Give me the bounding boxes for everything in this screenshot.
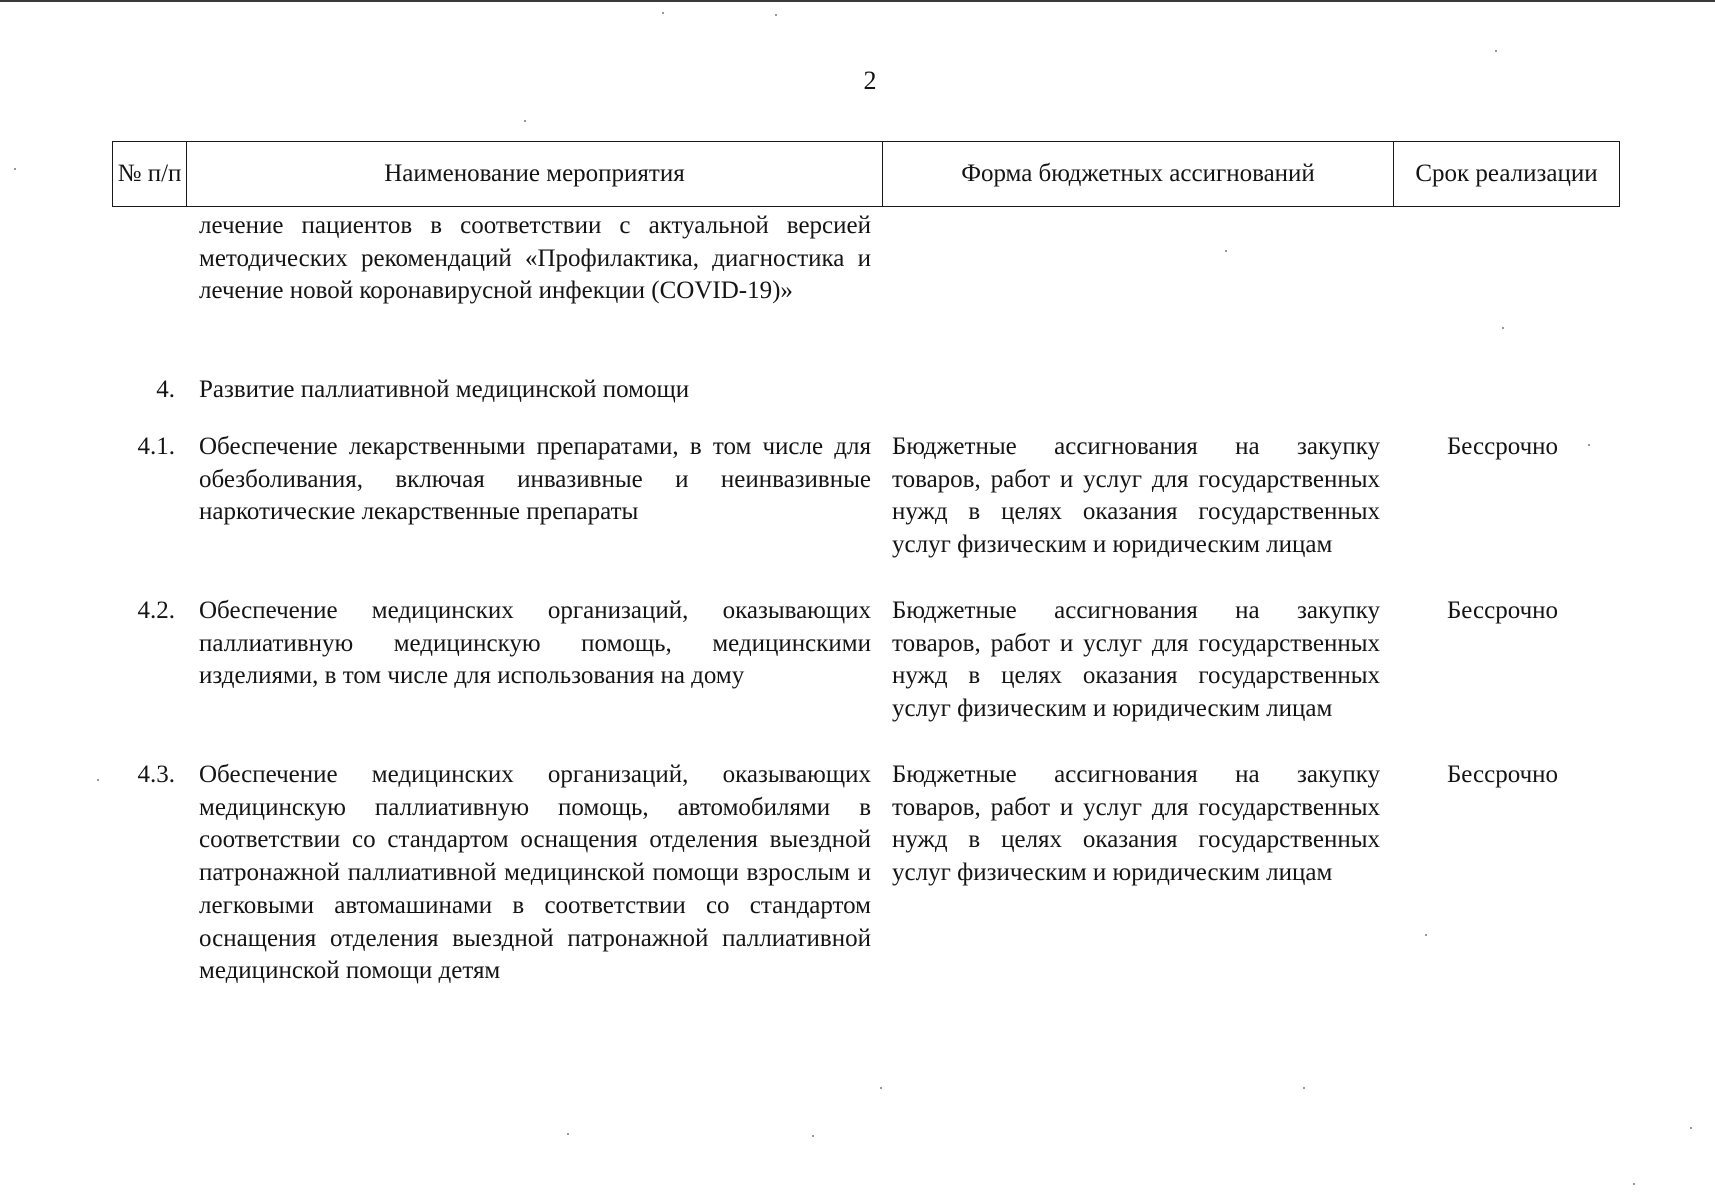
row-form: Бюджетные ассигнования на закупку товаров, работ и услуг для государственных нужд в целях оказания государственных услуг физическим и юридическим лицам: [892, 433, 1380, 559]
scan-speck: [1495, 50, 1497, 52]
header-col-term: Срок реализации: [1394, 142, 1620, 207]
row-name: Обеспечение лекарственными препаратами, в том числе для обезболивания, включая инвазивные и неинвазивные наркотические лекарственные препараты: [199, 433, 871, 526]
row-term: Бессрочно: [1446, 761, 1559, 788]
scan-speck: [1690, 1127, 1692, 1129]
scan-speck: [812, 1135, 814, 1137]
row-name: Обеспечение медицинских организаций, оказывающих паллиативную медицинскую помощь, медицинскими изделиями, в том числе для использования на дому: [199, 597, 871, 690]
scan-speck: [97, 779, 99, 781]
scan-speck: [524, 120, 526, 122]
scan-speck: [880, 1087, 882, 1089]
row-form: Бюджетные ассигнования на закупку товаров, работ и услуг для государственных нужд в целях оказания государственных услуг физическим и юридическим лицам: [892, 597, 1380, 723]
scan-speck: [775, 14, 777, 16]
row-number: 4.2.: [137, 597, 175, 624]
scan-speck: [14, 168, 16, 170]
section-title: Развитие паллиативной медицинской помощи: [199, 376, 690, 403]
scan-speck: [1588, 444, 1590, 446]
table-header: [112, 141, 1620, 207]
header-col-name: Наименование мероприятия: [187, 142, 883, 207]
header-col-number: № п/п: [113, 142, 187, 207]
section-number: 4.: [156, 376, 175, 403]
header-col-form: Форма бюджетных ассигнований: [883, 142, 1394, 207]
scan-speck: [1303, 1087, 1305, 1089]
scan-speck: [662, 12, 664, 14]
row-number: 4.3.: [137, 761, 175, 788]
scan-speck: [1225, 250, 1227, 252]
row-number: 4.1.: [137, 433, 175, 460]
scan-speck: [1425, 934, 1427, 936]
scan-speck: [1633, 1183, 1635, 1185]
row-term: Бессрочно: [1446, 433, 1559, 460]
scan-speck: [567, 1133, 569, 1135]
scan-speck: [1502, 327, 1504, 329]
row-form: Бюджетные ассигнования на закупку товаров, работ и услуг для государственных нужд в целях оказания государственных услуг физическим и юридическим лицам: [892, 761, 1380, 887]
row-term: Бессрочно: [1446, 597, 1559, 624]
top-rule: [0, 0, 1715, 2]
row-name: лечение пациентов в соответствии с актуальной версией методических рекомендаций «Профилактика, диагностика и лечение новой коронавирусной инфекции (COVID-19)»: [199, 212, 871, 305]
page-number: 2: [863, 66, 877, 95]
header-row: [113, 142, 1620, 207]
row-name: Обеспечение медицинских организаций, оказывающих медицинскую паллиативную помощь, автомобилями в соответствии со стандартом оснащения отделения выездной патронажной паллиативной медицинской помощи взрослым и легковыми автомашинами в соответствии со стандартом оснащения отделения выездной патронажной паллиативной медицинской помощи детям: [199, 761, 871, 985]
